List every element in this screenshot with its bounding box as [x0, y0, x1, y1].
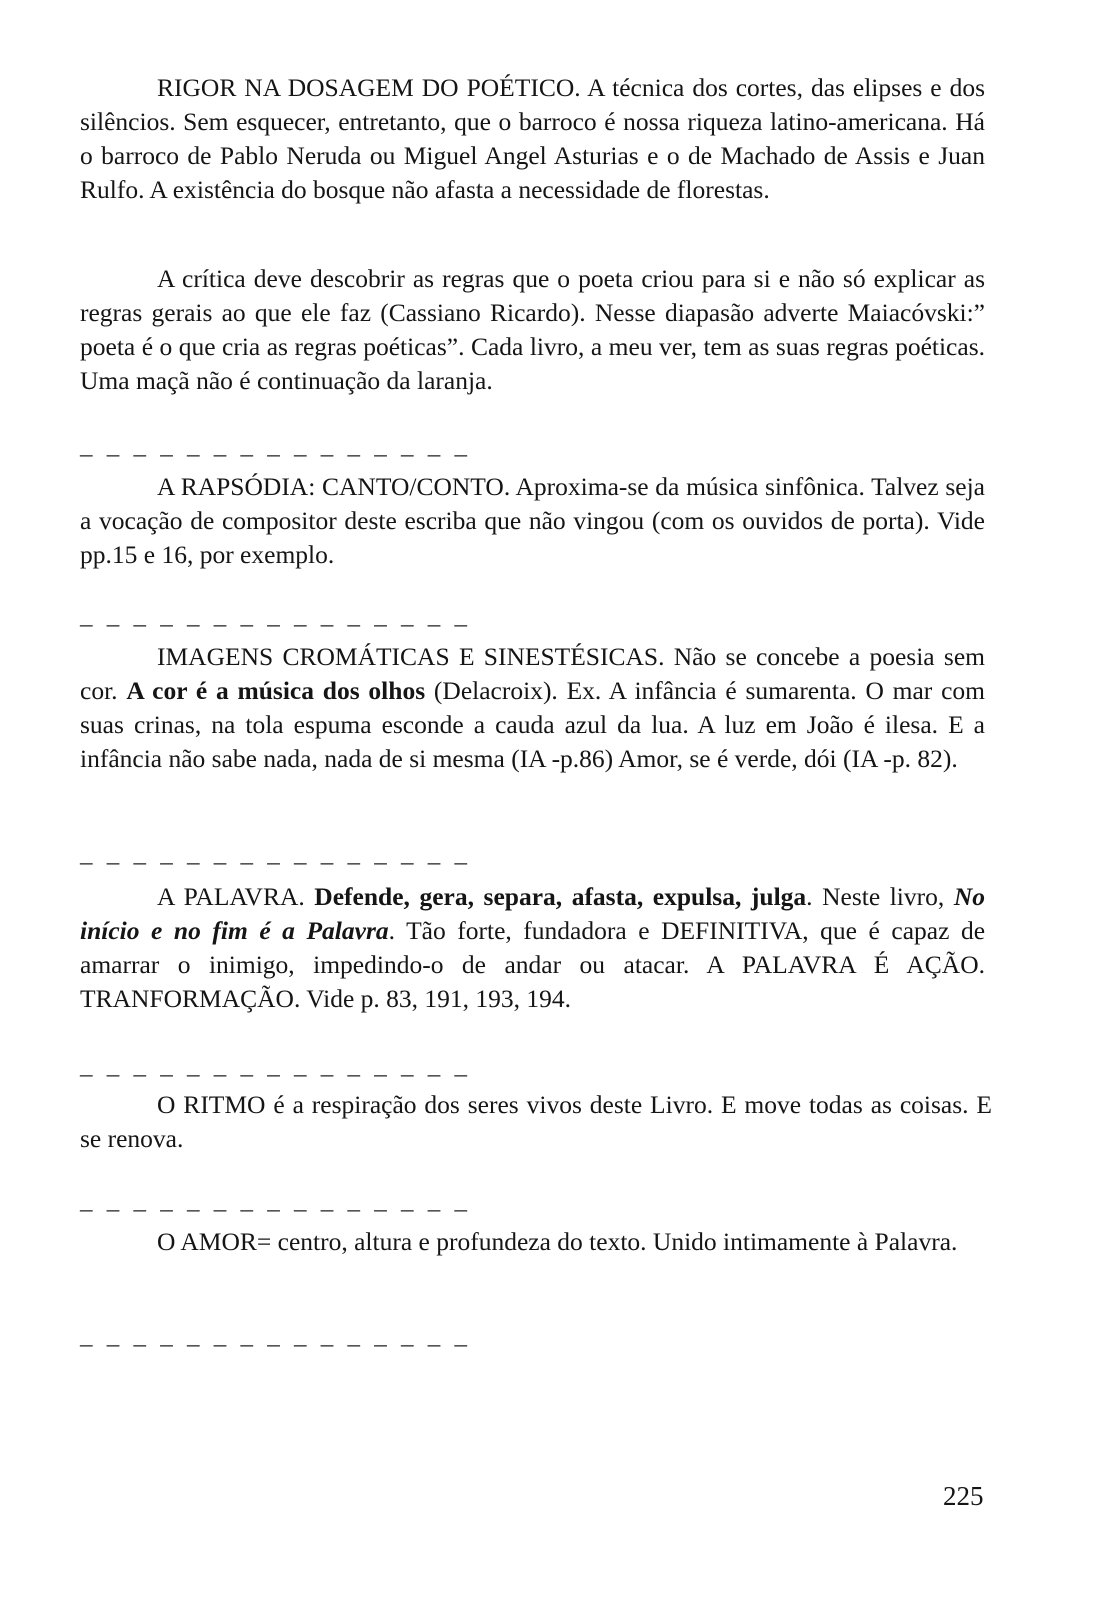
paragraph-critica: A crítica deve descobrir as regras que o poeta criou para si e não só explicar as regras gerais ao que ele faz (Cassiano Ricardo). Nesse diapasão adverte Maiacóvski:” poeta é o que cria as regras poéticas”. Cada livro, a meu ver, tem as suas regras poéticas. Uma maçã não é continuação da laranja.	[80, 264, 985, 395]
separator-line: _ _ _ _ _ _ _ _ _ _ _ _ _ _ _	[80, 432, 471, 459]
paragraph-rapsodia: A RAPSÓDIA: CANTO/CONTO. Aproxima-se da música sinfônica. Talvez seja a vocação de compositor deste escriba que não vingou (com os ouvidos de porta). Vide pp.15 e 16, por exemplo.	[80, 472, 985, 569]
paragraph-imagens	[80, 640, 985, 776]
paragraph-rigor: RIGOR NA DOSAGEM DO POÉTICO. A técnica dos cortes, das elipses e dos silêncios. Sem esquecer, entretanto, que o barroco é nossa riqueza latino-americana. Há o barroco de Pablo Neruda ou Miguel Angel Asturias e o de Machado de Assis e Juan Rulfo. A existência do bosque não afasta a necessidade de florestas.	[80, 73, 985, 204]
paragraph-palavra	[80, 880, 985, 1016]
paragraph-palavra-text-2: . Neste livro,	[806, 882, 954, 911]
emphasis-book-title: No início e no fim é a Palavra	[80, 882, 985, 945]
emphasis-cor-musica: A cor é a música dos olhos	[126, 676, 426, 705]
paragraph-palavra-text-1: A PALAVRA.	[157, 882, 315, 911]
separator-line: _ _ _ _ _ _ _ _ _ _ _ _ _ _ _	[80, 1052, 471, 1079]
separator-line: _ _ _ _ _ _ _ _ _ _ _ _ _ _ _	[80, 1187, 471, 1214]
separator-line: _ _ _ _ _ _ _ _ _ _ _ _ _ _ _	[80, 602, 471, 629]
paragraph-imagens-text-2: (Delacroix). Ex. A infância é sumarenta. O mar com suas crinas, na tola espuma esconde a cauda azul da lua. A luz em João é ilesa. E a infância não sabe nada, nada de si mesma (IA -p.86) Amor, se é verde, dói (IA -p. 82).	[80, 676, 985, 773]
separator-line: _ _ _ _ _ _ _ _ _ _ _ _ _ _ _	[80, 1322, 471, 1349]
separator-line: _ _ _ _ _ _ _ _ _ _ _ _ _ _ _	[80, 840, 471, 867]
page-number: 225	[943, 1481, 984, 1511]
paragraph-amor: O AMOR= centro, altura e profundeza do texto. Unido intimamente à Palavra.	[157, 1227, 958, 1256]
paragraph-palavra-text-3: . Tão forte, fundadora e DEFINITIVA, que é capaz de amarrar o inimigo, impedindo-o de andar ou atacar. A PALAVRA É AÇÃO. TRANFORMAÇÃO. Vide p. 83, 191, 193, 194.	[80, 916, 986, 1013]
paragraph-ritmo: O RITMO é a respiração dos seres vivos deste Livro. E move todas as coisas. E se renova.	[80, 1090, 992, 1153]
emphasis-verbs: Defende, gera, separa, afasta, expulsa, julga	[314, 882, 807, 911]
paragraph-imagens-text-1: IMAGENS CROMÁTICAS E SINESTÉSICAS. Não se concebe a poesia sem cor.	[80, 642, 985, 705]
